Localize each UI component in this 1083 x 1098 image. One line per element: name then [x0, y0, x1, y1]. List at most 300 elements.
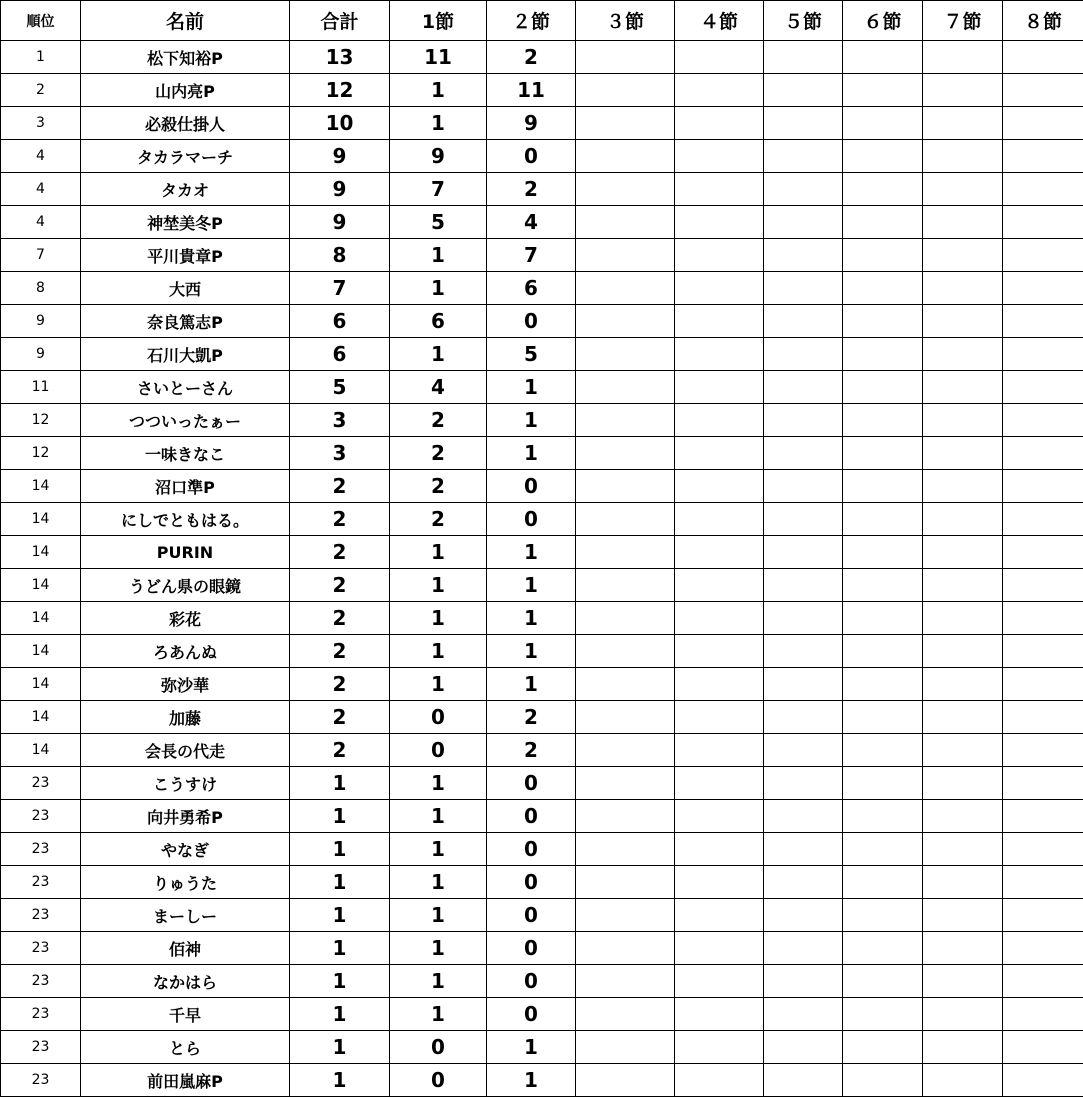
- round-5-cell: [764, 41, 843, 74]
- round-6-cell: [843, 239, 923, 272]
- rank-cell: 14: [1, 701, 81, 734]
- table-body: [1, 41, 1083, 1097]
- rank-cell: 9: [1, 338, 81, 371]
- round-1-cell: 0: [390, 701, 487, 734]
- round-5-cell: [764, 635, 843, 668]
- round-4-cell: [675, 107, 764, 140]
- round-7-cell: [923, 239, 1003, 272]
- round-5-cell: [764, 140, 843, 173]
- round-6-cell: [843, 866, 923, 899]
- round-8-cell: [1003, 701, 1083, 734]
- round-5-cell: [764, 503, 843, 536]
- round-1-cell: 1: [390, 767, 487, 800]
- round-7-cell: [923, 437, 1003, 470]
- table-row: [1, 998, 1083, 1031]
- header-round-7: ７節: [923, 1, 1003, 41]
- round-6-cell: [843, 1064, 923, 1097]
- round-8-cell: [1003, 932, 1083, 965]
- round-4-cell: [675, 932, 764, 965]
- round-3-cell: [576, 338, 675, 371]
- round-4-cell: [675, 140, 764, 173]
- round-3-cell: [576, 833, 675, 866]
- round-3-cell: [576, 470, 675, 503]
- rank-cell: 23: [1, 767, 81, 800]
- name-cell: タカラマーチ: [81, 140, 290, 173]
- round-1-cell: 1: [390, 965, 487, 998]
- name-cell: 一味きなこ: [81, 437, 290, 470]
- round-2-cell: 1: [487, 404, 576, 437]
- total-cell: 2: [290, 536, 390, 569]
- round-6-cell: [843, 833, 923, 866]
- total-cell: 2: [290, 635, 390, 668]
- round-4-cell: [675, 272, 764, 305]
- round-4-cell: [675, 602, 764, 635]
- round-2-cell: 0: [487, 800, 576, 833]
- round-5-cell: [764, 701, 843, 734]
- name-cell: 彩花: [81, 602, 290, 635]
- total-cell: 13: [290, 41, 390, 74]
- round-2-cell: 1: [487, 371, 576, 404]
- round-5-cell: [764, 404, 843, 437]
- round-4-cell: [675, 833, 764, 866]
- name-cell: 向井勇希P: [81, 800, 290, 833]
- round-2-cell: 1: [487, 602, 576, 635]
- round-4-cell: [675, 1064, 764, 1097]
- round-3-cell: [576, 305, 675, 338]
- round-1-cell: 1: [390, 668, 487, 701]
- round-3-cell: [576, 932, 675, 965]
- round-5-cell: [764, 239, 843, 272]
- rank-cell: 23: [1, 965, 81, 998]
- name-cell: PURIN: [81, 536, 290, 569]
- table-row: [1, 1031, 1083, 1064]
- round-4-cell: [675, 899, 764, 932]
- round-1-cell: 0: [390, 734, 487, 767]
- round-4-cell: [675, 536, 764, 569]
- name-cell: 沼口準P: [81, 470, 290, 503]
- total-cell: 1: [290, 932, 390, 965]
- round-2-cell: 0: [487, 503, 576, 536]
- round-2-cell: 1: [487, 635, 576, 668]
- round-7-cell: [923, 371, 1003, 404]
- rank-cell: 2: [1, 74, 81, 107]
- round-4-cell: [675, 965, 764, 998]
- table-row: [1, 272, 1083, 305]
- round-7-cell: [923, 536, 1003, 569]
- round-6-cell: [843, 932, 923, 965]
- table-row: [1, 206, 1083, 239]
- name-cell: こうすけ: [81, 767, 290, 800]
- total-cell: 3: [290, 437, 390, 470]
- round-2-cell: 0: [487, 866, 576, 899]
- round-3-cell: [576, 602, 675, 635]
- total-cell: 1: [290, 866, 390, 899]
- header-total: 合計: [290, 1, 390, 41]
- table-row: [1, 338, 1083, 371]
- round-4-cell: [675, 734, 764, 767]
- round-3-cell: [576, 173, 675, 206]
- name-cell: 会長の代走: [81, 734, 290, 767]
- round-3-cell: [576, 998, 675, 1031]
- round-2-cell: 1: [487, 668, 576, 701]
- total-cell: 2: [290, 602, 390, 635]
- name-cell: 加藤: [81, 701, 290, 734]
- rank-cell: 14: [1, 569, 81, 602]
- rank-cell: 14: [1, 503, 81, 536]
- round-7-cell: [923, 800, 1003, 833]
- table-row: [1, 569, 1083, 602]
- round-6-cell: [843, 140, 923, 173]
- round-3-cell: [576, 404, 675, 437]
- header-round-5: ５節: [764, 1, 843, 41]
- round-1-cell: 1: [390, 833, 487, 866]
- round-8-cell: [1003, 74, 1083, 107]
- name-cell: なかはら: [81, 965, 290, 998]
- rank-cell: 12: [1, 404, 81, 437]
- round-4-cell: [675, 701, 764, 734]
- round-6-cell: [843, 437, 923, 470]
- round-5-cell: [764, 1031, 843, 1064]
- table-row: [1, 602, 1083, 635]
- round-5-cell: [764, 305, 843, 338]
- rank-cell: 8: [1, 272, 81, 305]
- round-4-cell: [675, 800, 764, 833]
- total-cell: 1: [290, 767, 390, 800]
- round-5-cell: [764, 1064, 843, 1097]
- round-1-cell: 11: [390, 41, 487, 74]
- round-1-cell: 1: [390, 536, 487, 569]
- name-cell: 石川大凱P: [81, 338, 290, 371]
- name-cell: 佰神: [81, 932, 290, 965]
- round-8-cell: [1003, 965, 1083, 998]
- round-5-cell: [764, 74, 843, 107]
- table-row: [1, 800, 1083, 833]
- total-cell: 2: [290, 668, 390, 701]
- round-8-cell: [1003, 998, 1083, 1031]
- rank-cell: 23: [1, 899, 81, 932]
- total-cell: 2: [290, 470, 390, 503]
- round-1-cell: 9: [390, 140, 487, 173]
- round-8-cell: [1003, 41, 1083, 74]
- round-8-cell: [1003, 767, 1083, 800]
- rank-cell: 1: [1, 41, 81, 74]
- table-row: [1, 140, 1083, 173]
- round-1-cell: 1: [390, 569, 487, 602]
- total-cell: 8: [290, 239, 390, 272]
- round-8-cell: [1003, 668, 1083, 701]
- rank-cell: 7: [1, 239, 81, 272]
- name-cell: りゅうた: [81, 866, 290, 899]
- round-8-cell: [1003, 833, 1083, 866]
- round-4-cell: [675, 668, 764, 701]
- round-7-cell: [923, 107, 1003, 140]
- round-8-cell: [1003, 470, 1083, 503]
- rank-cell: 4: [1, 173, 81, 206]
- round-6-cell: [843, 701, 923, 734]
- round-8-cell: [1003, 635, 1083, 668]
- round-6-cell: [843, 107, 923, 140]
- round-6-cell: [843, 569, 923, 602]
- round-8-cell: [1003, 503, 1083, 536]
- name-cell: 大西: [81, 272, 290, 305]
- name-cell: まーしー: [81, 899, 290, 932]
- round-1-cell: 2: [390, 470, 487, 503]
- table-row: [1, 536, 1083, 569]
- name-cell: ろあんぬ: [81, 635, 290, 668]
- round-5-cell: [764, 338, 843, 371]
- round-8-cell: [1003, 800, 1083, 833]
- round-5-cell: [764, 965, 843, 998]
- total-cell: 6: [290, 338, 390, 371]
- total-cell: 9: [290, 173, 390, 206]
- table-row: [1, 635, 1083, 668]
- table-row: [1, 437, 1083, 470]
- round-1-cell: 1: [390, 866, 487, 899]
- round-8-cell: [1003, 536, 1083, 569]
- round-1-cell: 1: [390, 932, 487, 965]
- round-4-cell: [675, 767, 764, 800]
- name-cell: 弥沙華: [81, 668, 290, 701]
- round-1-cell: 1: [390, 272, 487, 305]
- round-8-cell: [1003, 1031, 1083, 1064]
- round-7-cell: [923, 998, 1003, 1031]
- round-7-cell: [923, 965, 1003, 998]
- round-7-cell: [923, 932, 1003, 965]
- round-4-cell: [675, 998, 764, 1031]
- table-row: [1, 404, 1083, 437]
- round-7-cell: [923, 602, 1003, 635]
- round-8-cell: [1003, 206, 1083, 239]
- round-2-cell: 1: [487, 437, 576, 470]
- round-1-cell: 2: [390, 503, 487, 536]
- round-7-cell: [923, 470, 1003, 503]
- round-7-cell: [923, 503, 1003, 536]
- round-8-cell: [1003, 140, 1083, 173]
- round-3-cell: [576, 371, 675, 404]
- round-4-cell: [675, 173, 764, 206]
- round-3-cell: [576, 635, 675, 668]
- round-6-cell: [843, 602, 923, 635]
- round-4-cell: [675, 569, 764, 602]
- name-cell: やなぎ: [81, 833, 290, 866]
- rank-cell: 14: [1, 734, 81, 767]
- round-1-cell: 4: [390, 371, 487, 404]
- round-3-cell: [576, 437, 675, 470]
- round-2-cell: 0: [487, 833, 576, 866]
- round-6-cell: [843, 767, 923, 800]
- round-4-cell: [675, 1031, 764, 1064]
- round-5-cell: [764, 998, 843, 1031]
- round-6-cell: [843, 536, 923, 569]
- header-row: [1, 1, 1083, 41]
- round-1-cell: 1: [390, 338, 487, 371]
- round-8-cell: [1003, 899, 1083, 932]
- round-3-cell: [576, 74, 675, 107]
- round-1-cell: 1: [390, 635, 487, 668]
- round-3-cell: [576, 866, 675, 899]
- round-3-cell: [576, 800, 675, 833]
- round-7-cell: [923, 833, 1003, 866]
- round-8-cell: [1003, 602, 1083, 635]
- header-round-2: ２節: [487, 1, 576, 41]
- round-7-cell: [923, 668, 1003, 701]
- round-7-cell: [923, 206, 1003, 239]
- round-1-cell: 7: [390, 173, 487, 206]
- table-row: [1, 239, 1083, 272]
- rank-cell: 14: [1, 668, 81, 701]
- round-3-cell: [576, 1064, 675, 1097]
- table-row: [1, 503, 1083, 536]
- round-5-cell: [764, 371, 843, 404]
- total-cell: 2: [290, 734, 390, 767]
- table-row: [1, 173, 1083, 206]
- round-1-cell: 1: [390, 899, 487, 932]
- rank-cell: 14: [1, 635, 81, 668]
- round-6-cell: [843, 338, 923, 371]
- round-4-cell: [675, 437, 764, 470]
- round-2-cell: 1: [487, 569, 576, 602]
- table-row: [1, 767, 1083, 800]
- round-7-cell: [923, 1064, 1003, 1097]
- total-cell: 7: [290, 272, 390, 305]
- name-cell: つついったぁー: [81, 404, 290, 437]
- round-7-cell: [923, 701, 1003, 734]
- round-2-cell: 0: [487, 140, 576, 173]
- rank-cell: 23: [1, 932, 81, 965]
- round-7-cell: [923, 140, 1003, 173]
- round-6-cell: [843, 173, 923, 206]
- table-row: [1, 701, 1083, 734]
- name-cell: 奈良篤志P: [81, 305, 290, 338]
- round-5-cell: [764, 206, 843, 239]
- name-cell: 必殺仕掛人: [81, 107, 290, 140]
- table-row: [1, 74, 1083, 107]
- table-row: [1, 371, 1083, 404]
- total-cell: 1: [290, 800, 390, 833]
- round-1-cell: 1: [390, 239, 487, 272]
- round-2-cell: 1: [487, 536, 576, 569]
- round-6-cell: [843, 899, 923, 932]
- header-round-4: ４節: [675, 1, 764, 41]
- total-cell: 9: [290, 140, 390, 173]
- rank-cell: 23: [1, 833, 81, 866]
- round-4-cell: [675, 338, 764, 371]
- round-3-cell: [576, 899, 675, 932]
- total-cell: 9: [290, 206, 390, 239]
- round-2-cell: 0: [487, 899, 576, 932]
- round-7-cell: [923, 74, 1003, 107]
- round-1-cell: 0: [390, 1064, 487, 1097]
- round-2-cell: 0: [487, 767, 576, 800]
- round-8-cell: [1003, 734, 1083, 767]
- round-4-cell: [675, 41, 764, 74]
- round-4-cell: [675, 470, 764, 503]
- round-7-cell: [923, 866, 1003, 899]
- header-round-8: ８節: [1003, 1, 1083, 41]
- round-5-cell: [764, 272, 843, 305]
- round-7-cell: [923, 305, 1003, 338]
- name-cell: 千早: [81, 998, 290, 1031]
- round-5-cell: [764, 173, 843, 206]
- round-6-cell: [843, 371, 923, 404]
- rank-cell: 11: [1, 371, 81, 404]
- round-3-cell: [576, 140, 675, 173]
- round-3-cell: [576, 206, 675, 239]
- round-4-cell: [675, 206, 764, 239]
- round-7-cell: [923, 338, 1003, 371]
- round-4-cell: [675, 404, 764, 437]
- table-row: [1, 107, 1083, 140]
- rank-cell: 23: [1, 866, 81, 899]
- round-8-cell: [1003, 338, 1083, 371]
- round-2-cell: 0: [487, 932, 576, 965]
- rank-cell: 4: [1, 206, 81, 239]
- round-7-cell: [923, 404, 1003, 437]
- total-cell: 1: [290, 965, 390, 998]
- round-3-cell: [576, 1031, 675, 1064]
- header-round-3: ３節: [576, 1, 675, 41]
- round-3-cell: [576, 767, 675, 800]
- round-5-cell: [764, 437, 843, 470]
- round-6-cell: [843, 305, 923, 338]
- round-5-cell: [764, 833, 843, 866]
- name-cell: 神埜美冬P: [81, 206, 290, 239]
- table-row: [1, 833, 1083, 866]
- name-cell: タカオ: [81, 173, 290, 206]
- total-cell: 1: [290, 1031, 390, 1064]
- round-2-cell: 7: [487, 239, 576, 272]
- round-1-cell: 6: [390, 305, 487, 338]
- table-row: [1, 305, 1083, 338]
- rank-cell: 9: [1, 305, 81, 338]
- round-5-cell: [764, 932, 843, 965]
- table-row: [1, 965, 1083, 998]
- round-8-cell: [1003, 173, 1083, 206]
- round-3-cell: [576, 41, 675, 74]
- round-4-cell: [675, 239, 764, 272]
- round-4-cell: [675, 371, 764, 404]
- round-2-cell: 4: [487, 206, 576, 239]
- table-row: [1, 734, 1083, 767]
- round-1-cell: 0: [390, 1031, 487, 1064]
- name-cell: 松下知裕P: [81, 41, 290, 74]
- round-1-cell: 5: [390, 206, 487, 239]
- header-name: 名前: [81, 1, 290, 41]
- round-6-cell: [843, 74, 923, 107]
- total-cell: 1: [290, 833, 390, 866]
- round-4-cell: [675, 503, 764, 536]
- round-1-cell: 1: [390, 998, 487, 1031]
- round-2-cell: 1: [487, 1031, 576, 1064]
- round-6-cell: [843, 404, 923, 437]
- rank-cell: 14: [1, 602, 81, 635]
- total-cell: 6: [290, 305, 390, 338]
- round-6-cell: [843, 1031, 923, 1064]
- rank-cell: 23: [1, 1064, 81, 1097]
- round-1-cell: 1: [390, 74, 487, 107]
- round-2-cell: 0: [487, 305, 576, 338]
- rank-cell: 4: [1, 140, 81, 173]
- round-5-cell: [764, 602, 843, 635]
- round-6-cell: [843, 206, 923, 239]
- round-5-cell: [764, 800, 843, 833]
- round-3-cell: [576, 239, 675, 272]
- header-rank: 順位: [1, 1, 81, 41]
- name-cell: うどん県の眼鏡: [81, 569, 290, 602]
- round-6-cell: [843, 965, 923, 998]
- round-1-cell: 1: [390, 107, 487, 140]
- table-row: [1, 899, 1083, 932]
